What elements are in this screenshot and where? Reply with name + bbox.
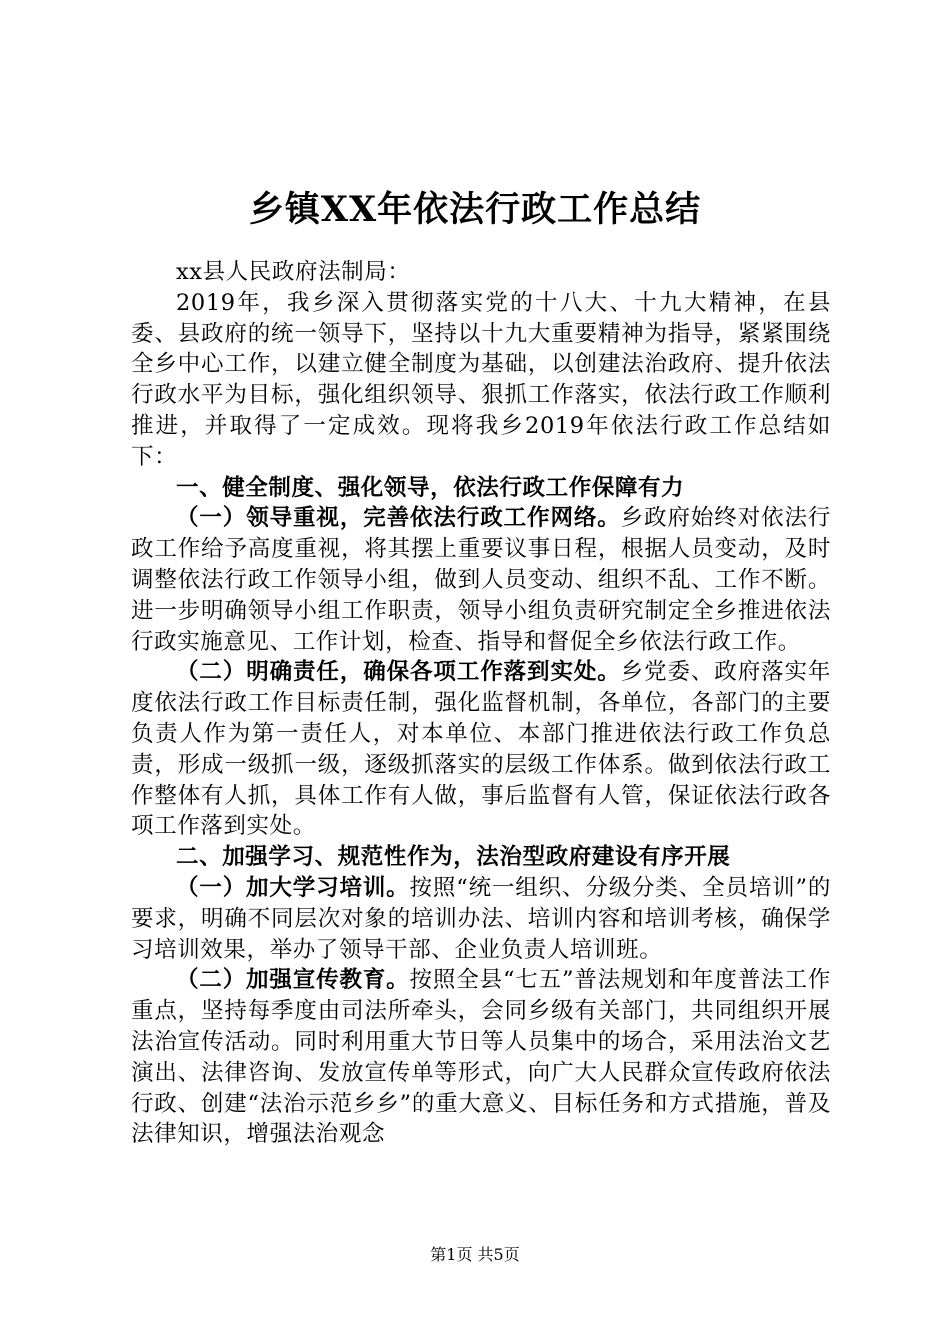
section-2-paragraph-1	[131, 873, 831, 965]
section-2-heading: 二、加强学习、规范性作为，法治型政府建设有序开展	[176, 844, 731, 871]
section-2-paragraph-2-text: 按照全县“七五”普法规划和年度普法工作重点，坚持每季度由司法所牵头，会同乡级有关部门，共同组织开展法治宣传活动。同时利用重大节日等人员集中的场合，采用法治文艺演出、法律咨询、发放宣传单等形式，向广大人民群众宣传政府依法行政、创建“法治示范乡乡”的重大意义、目标任务和方式措施，普及法律知识，增强法治观念	[131, 967, 831, 1148]
document-body	[131, 257, 831, 1150]
section-1-paragraph-2-text: 乡党委、政府落实年度依法行政工作目标责任制，强化监督机制，各单位，各部门的主要负责人作为第一责任人，对本单位、本部门推进依法行政工作负总责，形成一级抓一级，逐级抓落实的层级工作体系。做到依法行政工作整体有人抓，具体工作有人做，事后监督有人管，保证依法行政各项工作落到实处。	[131, 659, 831, 840]
intro-paragraph: 2019年，我乡深入贯彻落实党的十八大、十九大精神，在县委、县政府的统一领导下，坚持以十九大重要精神为指导，紧紧围绕全乡中心工作，以建立健全制度为基础，以创建法治政府、提升依法行政水平为目标，强化组织领导、狠抓工作落实，依法行政工作顺利推进，并取得了一定成效。现将我乡2019年依法行政工作总结如下：	[131, 289, 831, 470]
section-2-paragraph-1-lead: （一）加大学习培训。	[176, 874, 410, 901]
section-1-paragraph-1	[131, 503, 831, 657]
section-2-paragraph-2	[131, 965, 831, 1150]
section-2-paragraph-2-lead: （二）加强宣传教育。	[176, 967, 410, 994]
page-number-footer: 第1页 共5页	[430, 1245, 520, 1264]
section-1-paragraph-2-lead: （二）明确责任，确保各项工作落到实处。	[176, 659, 621, 686]
section-1-paragraph-1-lead: （一）领导重视，完善依法行政工作网络。	[176, 505, 621, 532]
document-title: 乡镇XX年依法行政工作总结	[248, 189, 702, 230]
section-1-paragraph-2	[131, 657, 831, 842]
salutation: xx县人民政府法制局：	[176, 259, 411, 285]
section-1-paragraph-1-text: 乡政府始终对依法行政工作给予高度重视，将其摆上重要议事日程，根据人员变动，及时调整依法行政工作领导小组，做到人员变动、组织不乱、工作不断。进一步明确领导小组工作职责，领导小组负责研究制定全乡推进依法行政实施意见、工作计划，检查、指导和督促全乡依法行政工作。	[131, 505, 831, 655]
section-2-paragraph-1-text: 按照“统一组织、分级分类、全员培训”的要求，明确不同层次对象的培训办法、培训内容和培训考核，确保学习培训效果，举办了领导干部、企业负责人培训班。	[131, 874, 831, 963]
section-1-heading: 一、健全制度、强化领导，依法行政工作保障有力	[176, 474, 685, 501]
